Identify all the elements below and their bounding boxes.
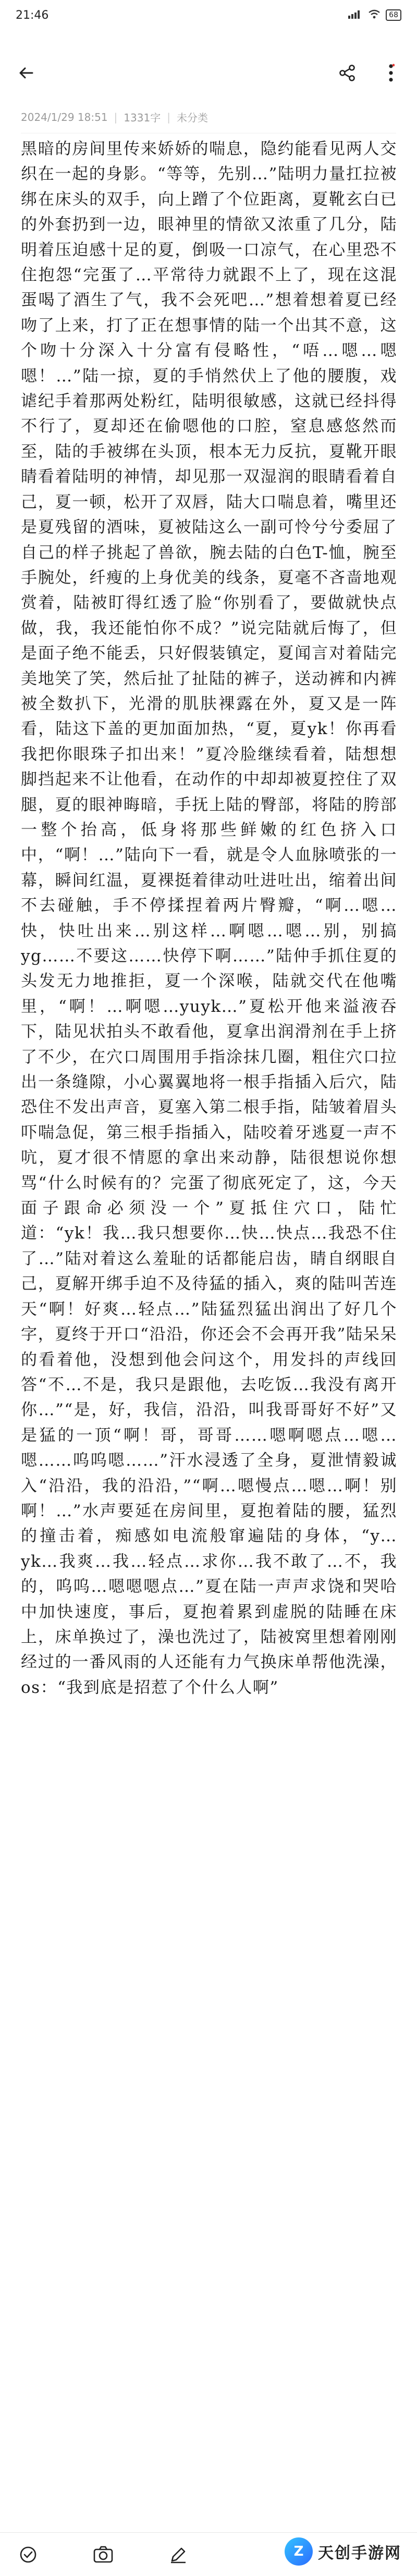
note-paragraph: 黑暗的房间里传来娇娇的喘息，隐约能看见两人交织在一起的身影。“等等，先别…”陆明力量扛拉被绑在床头的双手，向上蹭了个位距离，夏靴玄白已的外套扔到一边，眼神里的情欲又浓重了几分，陆明着压迫感十足的夏，倒吸一口凉气，在心里恐不住抱怨“完蛋了…平常待力就跟不上了，现在这混蛋喝了酒生了气，我不会死吧…”想着想着夏已经吻了上来，打了正在想事情的陆一个出其不意，这个吻十分深入十分富有侵略性，“唔…嗯…嗯嗯！…”陆一掠，夏的手悄然伏上了他的腰腹，戏谑纪手着那两处粉红，陆明很敏感，这就已经抖得不行了，夏却还在偷嗯他的口腔，窒息感悠然而至，陆的手被绑在头顶，根本无力反抗，夏靴开眼睛看着陆明的神情，却见那一双湿润的眼睛看着自己，夏一顿，松开了双唇，陆大口喘息着，嘴里还是夏残留的酒味，夏被陆这么一副可怜兮兮委屈了自己的样子挑起了兽欲，腕去陆的白色T-恤，腕至手腕处，纤瘦的上身优美的线条，夏毫不吝啬地观赏着，陆被盯得红透了脸“你别看了，要做就快点做，我，我还能怕你不成？”说完陆就后悔了，但是面子绝不能丢，只好假装镇定，夏闻言对着陆完美地笑了笑，然后扯了扯陆的裤子，送动裤和内裤被全数扒下，光滑的肌肤裸露在外，夏又是一阵看，陆这下盖的更加面加热，“夏，夏yk！你再看我把你眼珠子扣出来！”夏冷脸继续看着，陆想想脚挡起来不让他看，在动作的中却却被夏控住了双腿，夏的眼神晦暗，手抚上陆的臀部，将陆的胯部一整个抬高，低身将那些鲜嫩的红色挤入口中，“啊！…”陆向下一看，就是令人血脉喷张的一幕，瞬间红温，夏裸挺着律动吐进吐出，缩着出间不去碰触，手不停揉捏着两片臀瓣，“啊…嗯…快，快吐出来…别这样…啊嗯…嗯…别，别搞yg……不要这……快停下啊……”陆仲手抓住夏的头发无力地推拒，夏一个深喉，陆就交代在他嘴里，“啊！…啊嗯…yuyk…”夏松开他来溢液吞下，陆见状拍头不敢看他，夏拿出润滑剂在手上挤了不少，在穴口周围用手指涂抹几圈，粗住穴口拉出一条缝隙，小心翼翼地将一根手指插入后穴，陆恐住不发出声音，夏塞入第二根手指，陆皱着眉头吓喘急促，第三根手指插入，陆咬着牙逃夏一声不吭，夏才很不情愿的拿出来动静，陆很想说你想骂“什么时候有的？完蛋了彻底死定了，这，今天面子跟命必须没一个”夏抵住穴口，陆忙道：“yk！我…我只想要你…快…快点…我恐不住了…”陆对着这么羞耻的话都能启齿，睛自纲眼自己，夏解开绑手迫不及待猛的插入，爽的陆叫苦连天“啊！好爽…轻点…”陆猛烈猛出润出了好几个字，夏终于开口“沿沿，你还会不会再开我”陆呆呆的看着他，没想到他会问这个，用发抖的声线回答“不…不是，我只是跟他，去吃饭…我没有离开你…”“是，好，我信，沿沿，叫我哥哥好不好”又是猛的一顶“啊！哥，哥哥……嗯啊嗯点…嗯…嗯……呜呜嗯……”汗水浸透了全身，夏泄情毅诚入“沿沿，我的沿沿，”“啊…嗯慢点…嗯…啊！别啊！…”水声要延在房间里，夏抱着陆的腰，猛烈的撞击着，痴感如电流般窜遍陆的身体，“y…yk…我爽…我…轻点…求你…我不敢了…不，我的，呜呜…嗯嗯嗯点…”夏在陆一声声求饶和哭哈中加快速度，事后，夏抱着累到虚脱的陆睡在床上，床单换过了，澡也洗过了，陆被窝里想着刚刚经过的一番风雨的人还能有力气换床单帮他洗澡，os：“我到底是招惹了个什么人啊” [21,140,397,1697]
watermark-text: 天创手游网 [318,2544,401,2562]
status-time: 21:46 [16,8,49,22]
more-options-icon[interactable] [379,61,402,84]
meta-separator: | [114,110,118,123]
note-date: 2024/1/29 18:51 [21,110,108,123]
note-meta [21,109,396,125]
note-word-count: 1331字 [124,112,161,124]
status-bar [0,0,417,30]
watermark-logo-icon: Z [285,2537,313,2566]
note-body[interactable] [21,137,397,2510]
meta-separator: | [167,110,170,123]
checklist-icon[interactable] [17,2543,40,2566]
status-icons [348,9,401,21]
site-watermark [285,2537,401,2566]
note-category[interactable]: 未分类 [176,112,208,124]
app-bar-actions [336,61,402,84]
edit-pen-icon[interactable] [167,2543,190,2566]
camera-icon[interactable] [92,2543,115,2566]
signal-icon [348,9,363,21]
share-icon[interactable] [336,61,359,84]
back-arrow-icon[interactable] [15,61,38,84]
battery-icon: 68 [386,9,401,21]
wifi-icon [368,9,381,21]
app-bar [0,52,417,94]
